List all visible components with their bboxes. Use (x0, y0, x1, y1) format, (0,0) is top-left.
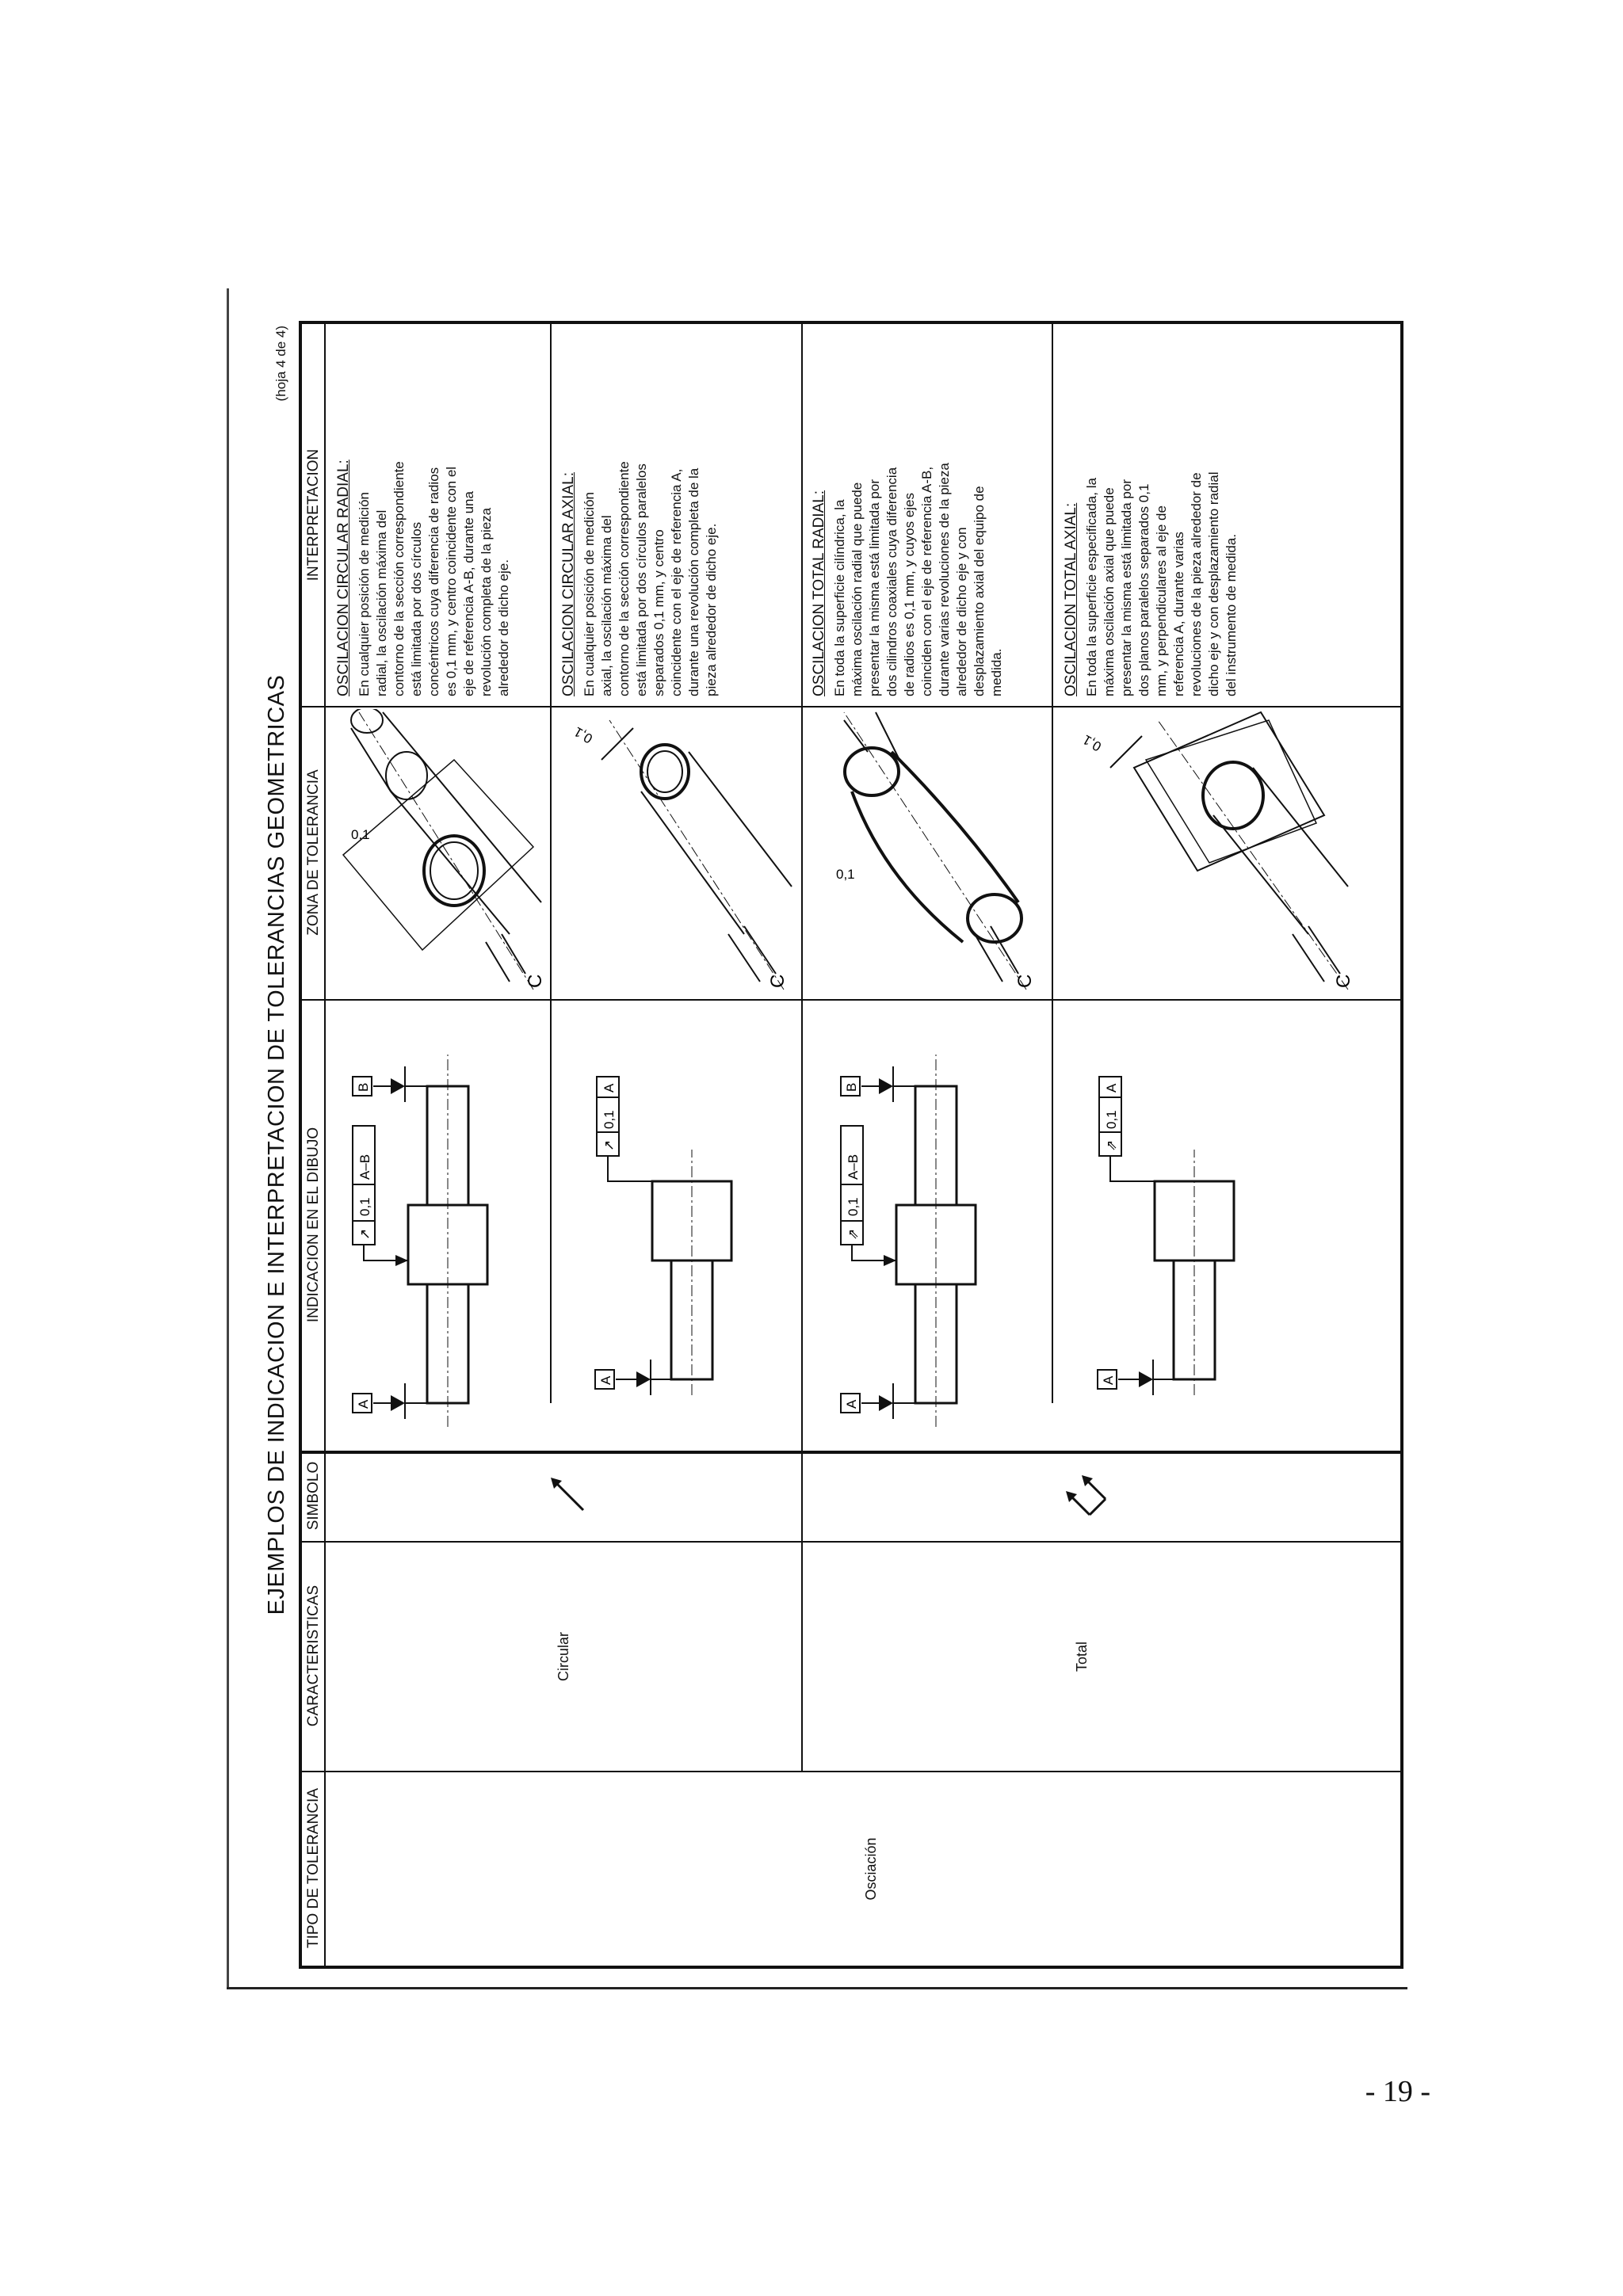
interp-line: En cualquier posición de medición (582, 492, 597, 696)
header-interpretacion: INTERPRETACION (302, 324, 326, 706)
frame-value: 0,1 (357, 1197, 372, 1216)
interp-line: En cualquier posición de medición (357, 492, 372, 696)
svg-text:0,1: 0,1 (1080, 731, 1104, 754)
interp-line: eje de referencia A-B, durante una (461, 491, 476, 696)
interp-line: radial, la oscilación máxima del (374, 509, 389, 696)
zone-drawing-axial-total (1055, 709, 1372, 997)
svg-text:0,1: 0,1 (846, 1197, 861, 1216)
col-line-3 (302, 1451, 1400, 1454)
caracteristica-total: Total (1074, 1641, 1090, 1672)
svg-text:A–B: A–B (846, 1154, 861, 1180)
svg-text:A: A (844, 1399, 859, 1409)
svg-text:0,1: 0,1 (1104, 1110, 1119, 1129)
svg-text:A: A (601, 1083, 617, 1093)
header-indicacion: INDICACION EN EL DIBUJO (302, 999, 326, 1451)
zone-drawing-radial-circular (327, 709, 549, 997)
svg-text:0,1: 0,1 (601, 1110, 617, 1129)
svg-text:C: C (1333, 974, 1354, 988)
interp-title: OSCILACION CIRCULAR RADIAL: (335, 460, 352, 696)
interp-line: medida. (989, 648, 1004, 696)
interp-line: dicho eje y con desplazamiento radial (1206, 471, 1221, 696)
interp-line: está limitada por dos círculos paralelos (634, 463, 649, 696)
svg-text:C: C (1014, 974, 1036, 988)
interpretation-axial-total: OSCILACION TOTAL AXIAL: En toda la superficie especificada, la máxima oscilación axial que puede presentar la misma está limitada por dos planos paralelos separados 0,1 mm, y perpendiculares al eje de referencia A, durante varias revoluciones de la pieza alrededor de dicho eje y con desplazamiento radial del instrumento de medida. (1063, 332, 1240, 696)
header-tipo: TIPO DE TOLERANCIA (302, 1771, 326, 1966)
interp-line: separados 0,1 mm, y centro (651, 529, 666, 696)
interp-line: En toda la superficie cilíndrica, la (832, 499, 847, 696)
interp-line: mm, y perpendiculares al eje de (1154, 505, 1169, 696)
tipo-value: Osciación (863, 1837, 879, 1901)
zone-drawing-axial-circular (554, 709, 800, 997)
col-line-2 (302, 1541, 1400, 1543)
bottom-margin-rule (227, 1987, 1407, 1989)
interp-line: contorno de la sección correspondiente (391, 461, 407, 696)
svg-text:A: A (598, 1375, 613, 1385)
page-title: EJEMPLOS DE INDICACION E INTERPRETACION DE TOLERANCIAS GEOMETRICAS (264, 674, 289, 1615)
header-caracteristicas: CARACTERISTICAS (302, 1541, 326, 1771)
interp-line: de radios es 0,1 mm, y cuyos ejes (902, 492, 917, 696)
svg-text:A: A (1104, 1083, 1119, 1093)
svg-text:⇗: ⇗ (846, 1228, 861, 1240)
row-line-c-right (1052, 324, 1053, 999)
interp-line: revoluciones de la pieza alrededor de (1189, 472, 1204, 696)
interp-line: está limitada por dos círculos (409, 521, 424, 696)
svg-text:A: A (1101, 1375, 1116, 1385)
interp-line: dos planos paralelos separados 0,1 (1136, 483, 1151, 696)
datum-b-label: B (356, 1082, 371, 1092)
interp-line: axial, la oscilación máxima del (599, 515, 614, 696)
interp-line: presentar la misma está limitada por (867, 479, 882, 696)
total-runout-double-arrow-icon (1055, 1463, 1118, 1526)
interp-line: durante una revolución completa de la (686, 467, 701, 696)
page-number: - 19 - (1365, 2075, 1430, 2108)
header-zona: ZONA DE TOLERANCIA (302, 706, 326, 999)
frame-datum: A–B (357, 1154, 372, 1180)
indication-drawing-axial-circular (552, 1001, 801, 1451)
circular-runout-arrow-icon (540, 1466, 595, 1522)
sheet-note: (hoja 4 de 4) (273, 326, 288, 402)
interp-line: pieza alrededor de dicho eje. (704, 523, 719, 696)
datum-a-label: A (356, 1399, 371, 1409)
interp-line: contorno de la sección correspondiente (617, 461, 632, 696)
svg-text:B: B (844, 1082, 859, 1092)
frame-symbol: ↗ (357, 1228, 372, 1240)
svg-text:0,1: 0,1 (351, 827, 370, 842)
interp-line: alrededor de dicho eje y con (954, 527, 969, 696)
svg-text:0,1: 0,1 (571, 723, 595, 746)
svg-text:0,1: 0,1 (836, 867, 855, 882)
row-line-a-right (550, 324, 552, 999)
interp-line: máxima oscilación axial que puede (1102, 487, 1117, 696)
interp-line: desplazamiento axial del equipo de (972, 486, 987, 696)
title-line (261, 321, 299, 1969)
interpretation-radial-circular (335, 332, 513, 696)
interpretation-axial-circular: OSCILACION CIRCULAR AXIAL: En cualquier posición de medición axial, la oscilación máxima del contorno de la sección correspondiente está limitada por dos círculos paralelos separados 0,1 mm, y centro coincidente con el eje de referencia A, durante una revolución completa de la pieza alrededor de dicho eje. (560, 332, 720, 696)
row-line-c-left (1052, 999, 1053, 1403)
interp-line: coinciden con el eje de referencia A-B, (919, 466, 934, 696)
interp-line: máxima oscilación radial que puede (850, 482, 865, 696)
interp-line: En toda la superficie especificada, la (1084, 478, 1099, 696)
svg-text:↗: ↗ (601, 1139, 617, 1151)
tolerance-table (299, 321, 1403, 1969)
left-margin-rule (227, 288, 229, 1989)
col-line-1 (302, 1771, 1400, 1772)
col-line-5 (302, 706, 1400, 707)
interp-line: revolución completa de la pieza (479, 507, 494, 696)
indication-drawing-radial-circular (326, 1001, 551, 1451)
interp-line: coincidente con el eje de referencia A, (669, 468, 684, 696)
interp-line: presentar la misma está limitada por (1119, 479, 1134, 696)
interp-line: alrededor de dicho eje. (496, 559, 511, 696)
svg-text:C: C (767, 974, 789, 988)
indication-drawing-axial-total (1055, 1001, 1372, 1451)
interp-line: es 0,1 mm, y centro coincidente con el (444, 466, 459, 696)
interp-line: dos cilindros coaxiales cuya diferencia (884, 467, 899, 696)
indication-drawing-radial-total (803, 1001, 1052, 1451)
rotated-table-sheet (261, 321, 1403, 1969)
interpretation-radial-total: OSCILACION TOTAL RADIAL: En toda la superficie cilíndrica, la máxima oscilación radial que puede presentar la misma está limitada por dos cilindros coaxiales cuya diferencia de radios es 0,1 mm, y cuyos ejes coinciden con el eje de referencia A-B, durante varias revoluciones de la pieza alrededor de dicho eje y con desplazamiento axial del equipo de medida. (811, 332, 1006, 696)
svg-text:C: C (525, 974, 546, 988)
interp-line: durante varias revoluciones de la pieza (937, 463, 952, 696)
caracteristica-circular: Circular (556, 1632, 571, 1682)
header-simbolo: SIMBOLO (302, 1451, 326, 1541)
interp-line: concéntricos cuya diferencia de radios (426, 467, 441, 696)
interp-line: del instrumento de medida. (1224, 533, 1239, 696)
interp-line: referencia A, durante varias (1171, 532, 1186, 696)
svg-text:⇗: ⇗ (1104, 1139, 1119, 1151)
zone-drawing-radial-total (804, 709, 1050, 997)
